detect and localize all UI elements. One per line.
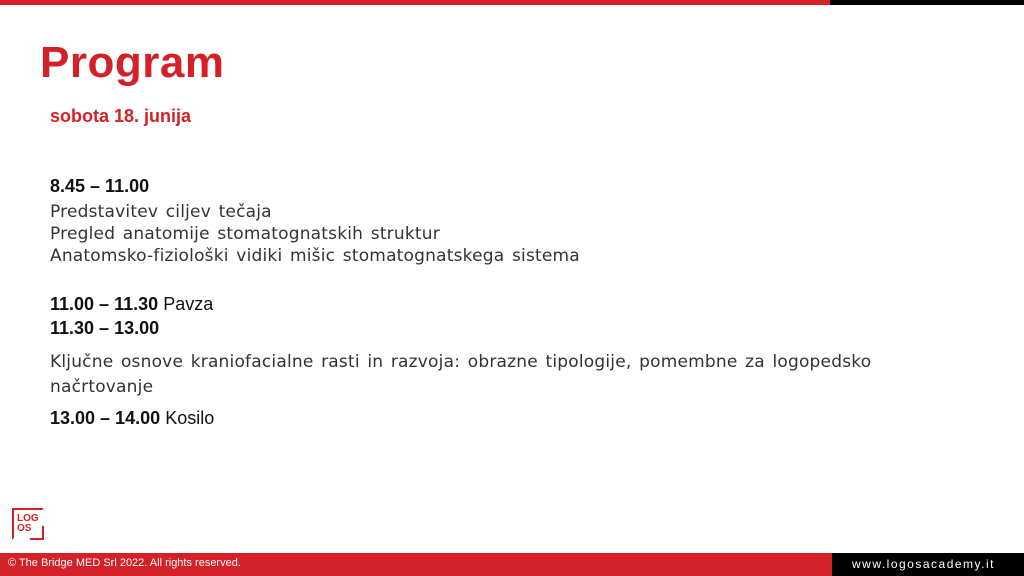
schedule-label: Pavza [163, 294, 214, 314]
schedule-item-3-topic [50, 350, 970, 400]
copyright-text: © The Bridge MED Srl 2022. All rights reserved. [8, 557, 241, 569]
schedule-topic: Anatomsko-fiziološki vidiki mišic stomatognatskega sistema [50, 246, 580, 266]
top-accent-bar-black [830, 0, 1024, 5]
logos-logo [12, 508, 44, 540]
page-title: Program [40, 38, 225, 87]
schedule-topic: Ključne osnove kraniofacialne rasti in razvoja: obrazne tipologije, pomembne za logopedsko načrtovanje [50, 352, 872, 397]
schedule-time: 13.00 – 14.00 [50, 408, 161, 428]
top-accent-bar-red [0, 0, 830, 5]
schedule-time: 11.30 – 13.00 [50, 318, 160, 338]
schedule-item-1 [50, 176, 580, 267]
schedule-topic: Pregled anatomije stomatognatskih struktur [50, 224, 440, 244]
schedule-time: 8.45 – 11.00 [50, 176, 150, 196]
schedule-item-3-time [50, 318, 159, 339]
date-subtitle: sobota 18. junija [50, 106, 192, 126]
logo-text-line1: LOG [17, 513, 39, 524]
schedule-time: 11.00 – 11.30 [50, 294, 159, 314]
schedule-label: Kosilo [165, 408, 215, 428]
logo-corner-icon [30, 526, 44, 540]
schedule-topic: Predstavitev ciljev tečaja [50, 202, 272, 222]
logo-text-line2: OS [17, 523, 32, 534]
schedule-item-4 [50, 408, 214, 429]
website-link[interactable]: www.logosacademy.it [852, 557, 995, 571]
schedule-item-2 [50, 294, 213, 315]
